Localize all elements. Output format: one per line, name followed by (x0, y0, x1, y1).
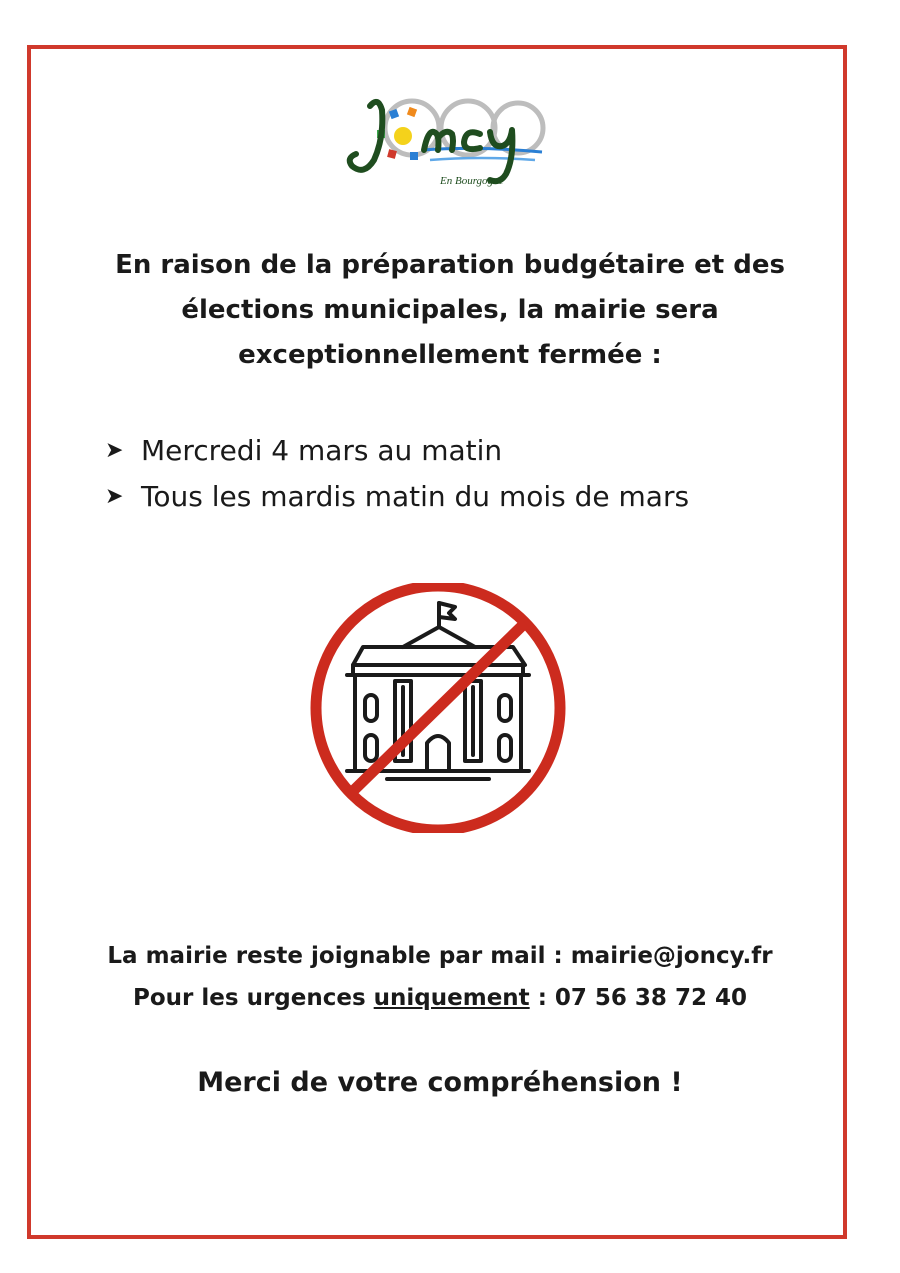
joncy-logo (330, 88, 550, 193)
town-hall-prohibited-icon (303, 583, 573, 833)
closure-list (105, 428, 689, 520)
urgent-emphasis: uniquement (373, 985, 530, 1011)
phone-number: : 07 56 38 72 40 (529, 985, 747, 1011)
closure-notice (40, 243, 860, 378)
contact-mail-line (40, 935, 840, 977)
list-item (105, 428, 689, 474)
contact-info (40, 935, 840, 1019)
mail-label: La mairie reste joignable par mail : (107, 943, 571, 969)
closure-date: Tous les mardis matin du mois de mars (141, 480, 690, 513)
logo-tagline: En Bourgogne (440, 175, 504, 187)
email-link[interactable]: mairie@joncy.fr (570, 943, 773, 969)
arrowhead-bullet-icon: ➤ (105, 438, 124, 463)
contact-urgent-line (40, 977, 840, 1019)
notice-line: exceptionnellement fermée : (238, 340, 662, 370)
closure-date: Mercredi 4 mars au matin (141, 434, 503, 467)
list-item (105, 474, 689, 520)
thanks-message: Merci de votre compréhension ! (197, 1067, 683, 1098)
notice-line: En raison de la préparation budgétaire et des (115, 250, 785, 280)
arrowhead-bullet-icon: ➤ (105, 484, 124, 509)
urgent-label: Pour les urgences (133, 985, 374, 1011)
notice-line: élections municipales, la mairie sera (181, 295, 719, 325)
